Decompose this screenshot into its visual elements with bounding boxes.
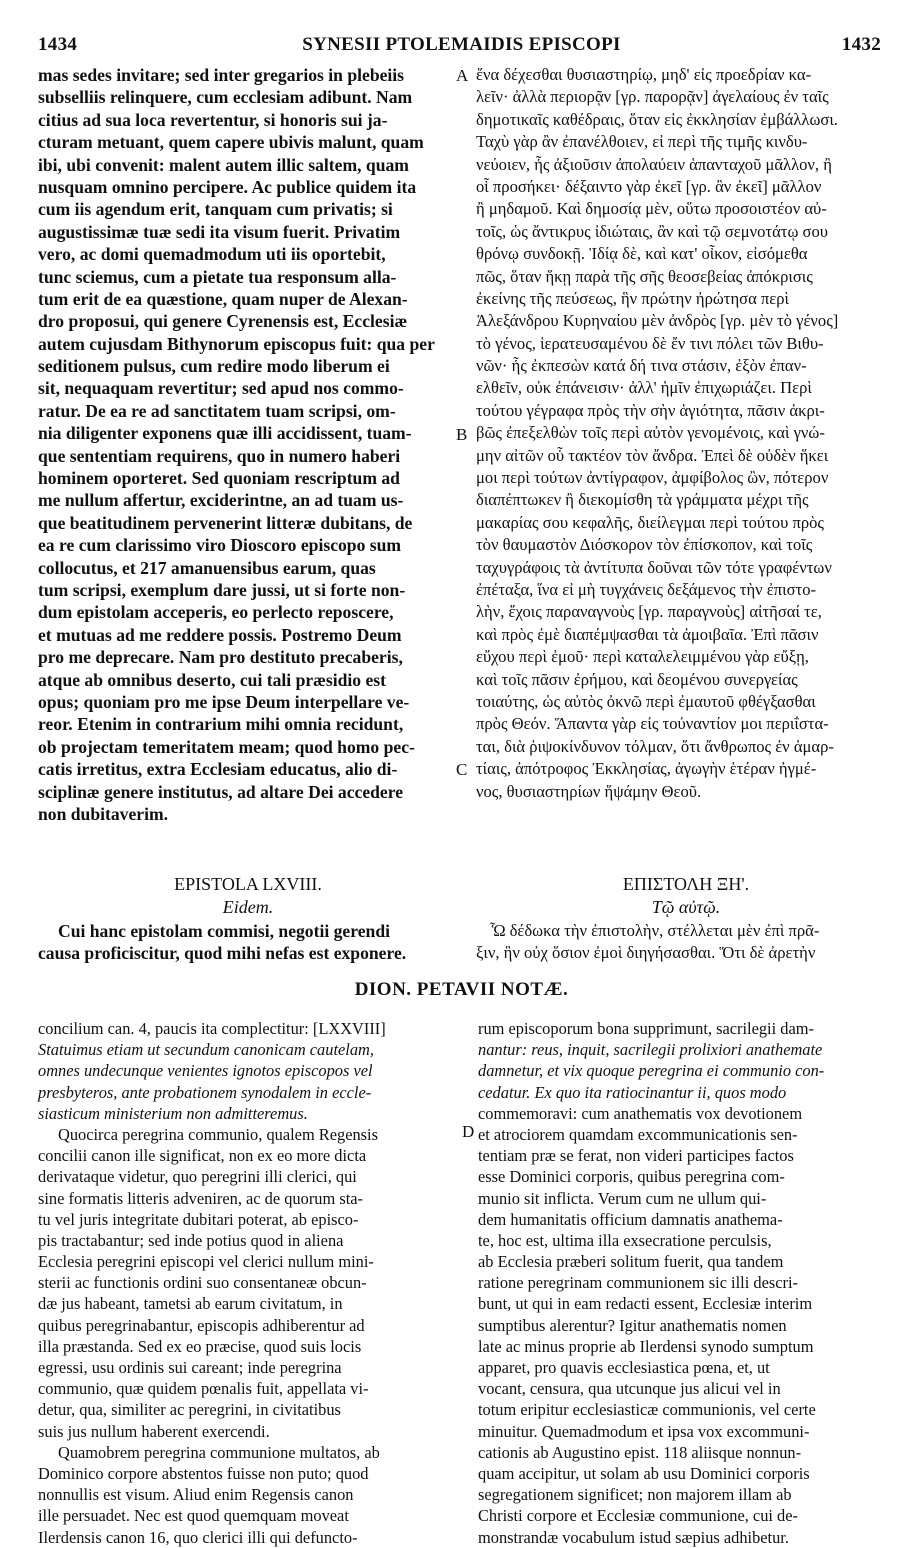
epistola-greek-line: Ὧ δέδωκα τὴν ἐπιστολὴν, στέλλεται μὲν ἐπὶ πρᾶ- [490, 921, 820, 940]
text-line: late ac minus proprie ab Ilerdensi synodo sumptum [478, 1336, 814, 1356]
margin-letter-a: A [456, 66, 469, 85]
running-title: SYNESII PTOLEMAIDIS EPISCOPI [302, 34, 621, 55]
text-line: μην αἰτῶν οὗ τακτέον τὸν ἄνδρα. Ἐπεὶ δὲ οὐδὲν ἥκει [476, 445, 829, 465]
text-line: cedatur. Ex quo ita ratiocinantur ii, quos modo [478, 1082, 787, 1102]
text-line: cum iis agendum erit, tanquam cum privatis; si [38, 199, 393, 220]
text-line: ἢ μηδαμοῦ. Καὶ δημοσίᾳ μὲν, οὕτω προσοιστέον αὐ- [476, 199, 827, 219]
text-line: ταχυγράφοις τὰ ἀντίτυπα δοῦναι τῶν τότε γραφέντων [476, 557, 832, 577]
epistola-latin-body [38, 920, 407, 965]
epistola-greek-addressee: Τῷ αὐτῷ. [651, 897, 721, 917]
text-line: monstrandæ vocabulum istud sæpius adhibetur. [478, 1527, 789, 1547]
text-line: Ecclesia peregrini episcopi vel clerici nullum mini- [38, 1252, 374, 1272]
text-line: concilium can. 4, paucis ita complectitur: [LXXVIII] [38, 1019, 386, 1038]
text-line: pro me deprecare. Nam pro destituto precaberis, [38, 647, 403, 668]
text-line: Statuimus etiam ut secundum canonicam cautelam, [38, 1040, 374, 1060]
text-line: nonnullis est visum. Aliud enim Regensis canon [38, 1485, 354, 1505]
text-line: dum epistolam acceperis, eo perlecto reposcere, [38, 602, 394, 623]
text-line: presbyteros, ante probationem synodalem in eccle- [38, 1082, 372, 1102]
text-line: νεύοιεν, ἧς ἀξιοῦσιν ἀπολαύειν ἁπανταχοῦ μᾶλλον, ἢ [476, 154, 832, 174]
text-line: εὔχου περὶ ἐμοῦ· περὶ καταλελειμμένου γὰρ εὔξῃ, [476, 647, 809, 667]
text-line: segregationem significet; non majorem illam ab [478, 1485, 792, 1505]
text-line: δημοτικαῖς καθέδραις, ὅταν εἰς ἐκκλησίαν ἐμβάλλωσι. [476, 109, 838, 129]
text-line: suis jus nullum haberent exercendi. [38, 1421, 270, 1441]
text-line: collocutus, et 217 amanuensibus earum, quas [38, 557, 376, 578]
epistola-greek-title: ΕΠΙΣΤΟΛΗ ΞΗ'. [622, 874, 750, 894]
margin-letter-b: B [456, 425, 468, 444]
notes-right-column [478, 1018, 824, 1548]
text-line: sine formatis litteris adveniren, ac de quorum sta- [38, 1188, 363, 1208]
text-line: ἐπέταξα, ἵνα εἰ μὴ τυγχάνεις δεξάμενος τὴν ἐπιστο- [476, 579, 817, 599]
text-line: nantur: reus, inquit, sacrilegii prolixiori anathemate [478, 1040, 823, 1060]
text-line: apparet, pro quavis ecclesiastica pœna, et, ut [478, 1358, 770, 1377]
text-line: Ilerdensis canon 16, quo clerici illi qui defuncto- [38, 1527, 358, 1547]
text-line: tentiam præ se ferat, non videri participes factos [478, 1146, 794, 1166]
epistola-latin-line: causa proficiscitur, quod mihi nefas est exponere. [38, 943, 407, 964]
text-line: ελθεῖν, οὐκ ἐπάνεισιν· ἀλλ' ἡμῖν ἐπιχωριάζει. Περὶ [476, 378, 812, 398]
text-line: τούτου γέγραφα πρὸς τὴν σὴν ἁγιότητα, πᾶσιν ἀκρι- [476, 400, 825, 420]
text-line: subselliis relinquere, cum ecclesiam adibunt. Nam [38, 87, 413, 108]
text-line: βῶς ἐπεξελθὼν τοῖς περὶ αὐτὸν γενομένοις, καὶ γνώ- [476, 423, 825, 443]
text-line: catis irretitus, extra Ecclesiam educatus, alio di- [38, 759, 398, 780]
text-line: θρόνῳ συνδοκῇ. Ἰδίᾳ δὲ, καὶ κατ' οἶκον, εἰσόμεθα [476, 244, 808, 264]
text-line: quibus peregrinabantur, episcopis adhiberentur ad [38, 1315, 365, 1335]
text-line: minuitur. Quemadmodum et ipsa vox excommuni- [478, 1421, 810, 1441]
text-line: concilii canon ille significat, non ex eo more dicta [38, 1146, 367, 1166]
text-line: λεῖν· ἀλλὰ περιορᾷν [γρ. παρορᾷν] ἀγελαίους ἐν ταῖς [476, 87, 829, 107]
text-line: mas sedes invitare; sed inter gregarios in plebeiis [38, 65, 405, 85]
text-line: me nullum affertur, exciderintne, an ad tuam us- [38, 490, 404, 511]
epistola-latin-addressee: Eidem. [222, 897, 274, 917]
text-line: ratione peregrinam communionem sic illi descri- [478, 1273, 798, 1293]
notes-title: DION. PETAVII NOTÆ. [354, 979, 569, 1000]
text-line: νῶν· ἧς ἐκπεσὼν κατά δή τινα στάσιν, ἐξὸν ἐπαν- [476, 356, 807, 376]
text-line: cturam metuant, quem capere ubivis malunt, quam [38, 132, 424, 153]
text-line: et mutuas ad me reddere possis. Postremo Deum [38, 624, 402, 645]
text-line: seditionem pulsus, cum redire modo liberum ei [38, 356, 390, 377]
text-line: τὸν θαυμαστὸν Διόσκορον τὸν ἐπίσκοπον, καὶ τοῖς [476, 535, 813, 555]
text-line: te, hoc est, ultima illa exsecratione perculsis, [478, 1230, 772, 1250]
text-line: nusquam omnino percipere. Ac publice quidem ita [38, 176, 417, 197]
text-line: detur, qua, similiter ac peregrini, in civitatibus [38, 1400, 341, 1420]
page-number-left: 1434 [38, 34, 78, 55]
text-line: ἕνα δέχεσθαι θυσιαστηρίῳ, μηδ' εἰς προεδρίαν κα- [476, 65, 812, 84]
text-line: non dubitaverim. [38, 803, 169, 824]
epistola-latin-line: Cui hanc epistolam commisi, negotii gerendi [58, 921, 390, 941]
text-line: Quamobrem peregrina communione multatos, ab [58, 1442, 380, 1462]
text-line: communio, quæ quidem pœnalis fuit, appellata vi- [38, 1379, 369, 1399]
text-line: hominem oporteret. Sed quoniam rescriptum ad [38, 468, 400, 489]
text-line: nia diligenter exponens quæ illi accidissent, tuam- [38, 423, 412, 444]
text-line: vocant, censura, qua utcunque jus alicui vel in [478, 1379, 781, 1399]
text-line: sumptibus alerentur? Igitur anathematis nomen [478, 1315, 787, 1335]
text-line: tu vel juris integritate dubitari poterat, ab episco- [38, 1209, 359, 1229]
text-line: τίαις, ἀπότροφος Ἐκκλησίας, ἀγωγὴν ἑτέραν ἠγμέ- [476, 759, 817, 779]
epistola-greek-line: ξιν, ἣν οὐχ ὅσιον ἐμοὶ διηγήσασθαι. Ὅτι δὲ ἀρετὴν [476, 943, 816, 963]
text-line: damnetur, et vix quoque peregrina ei communio con- [478, 1061, 825, 1081]
text-line: sciplinæ genere institutus, ad altare Dei accedere [38, 781, 404, 802]
text-line: πρὸς Θεόν. Ἅπαντα γὰρ εἰς τοὐναντίον μοι περιΐστα- [476, 714, 829, 734]
text-line: Quocirca peregrina communio, qualem Regensis [58, 1124, 378, 1144]
notes-left-column [38, 1018, 386, 1548]
text-line: νος, θυσιαστηρίων ἥψάμην Θεοῦ. [476, 781, 702, 801]
text-line: siasticum ministerium non admitteremus. [38, 1103, 308, 1123]
text-line: καὶ τοῖς πᾶσιν ἐρήμου, καὶ δεομένου συνεργείας [476, 669, 798, 689]
text-line: sterii ac functionis ordini suo consentaneæ obcun- [38, 1273, 367, 1293]
text-line: τοιαύτης, ὡς αὐτὸς ὀκνῶ περὶ ἐμαυτοῦ φθέγξασθαι [476, 691, 816, 711]
text-line: tum scripsi, exemplum dare jussi, ut si forte non- [38, 579, 406, 600]
text-line: ab Ecclesia præberi solitum fuerit, qua tandem [478, 1252, 784, 1272]
text-line: esse Dominici corporis, quibus peregrina com- [478, 1167, 785, 1187]
text-line: opus; quoniam pro me ipse Deum interpellare ve- [38, 691, 410, 712]
text-line: reor. Etenim in contrarium mihi omnia recidunt, [38, 714, 404, 735]
text-line: autem cujusdam Bithynorum episcopus fuit: qua per [38, 333, 435, 354]
text-line: quam accipitur, ut solam ab usu Dominici corporis [478, 1463, 810, 1483]
text-line: καὶ πρὸς ἐμὲ διαπέμψασθαι τὰ ἀμοιβαῖα. Ἐπὶ πᾶσιν [476, 624, 819, 644]
text-line: sit, nequaquam revertitur; sed apud nos commo- [38, 378, 404, 399]
text-line: Dominico corpore abstentos fuisse non puto; quod [38, 1463, 369, 1483]
text-line: omnes undecunque venientes ignotos episcopos vel [38, 1061, 373, 1081]
text-line: munio sit inflicta. Verum cum ne ullum qui- [478, 1188, 767, 1208]
text-line: ratur. De ea re ad sanctitatem tuam scripsi, om- [38, 400, 396, 421]
text-line: ob projectam temeritatem meam; quod homo pec- [38, 736, 415, 757]
text-line: egressi, usu ordinis sui careant; inde peregrina [38, 1358, 342, 1377]
text-line: τοῖς, ὡς ἄντικρυς ἰδιώταις, ἂν καὶ τῷ σεμνοτάτῳ σου [476, 221, 828, 241]
epistola-latin-title: EPISTOLA LXVIII. [174, 874, 322, 894]
text-line: atque ab omnibus deserto, cui tali præsidio est [38, 669, 386, 690]
epistola-greek-body [476, 920, 820, 965]
text-line: ea re cum clarissimo viro Dioscoro episcopo sum [38, 535, 402, 556]
text-line: ἐκείνης τῆς πεύσεως, ἣν πρώτην ἠρώτησα περὶ [476, 288, 790, 308]
text-line: tum erit de ea quæstione, quam nuper de Alexan- [38, 288, 408, 309]
text-line: totum eripitur ecclesiasticæ communionis, vel certe [478, 1400, 816, 1420]
text-line: citius ad sua loca revertentur, si honoris sui ja- [38, 109, 388, 130]
text-line: dro proposui, qui genere Cyrenensis est, Ecclesiæ [38, 311, 408, 332]
text-line: dem humanitatis officium damnatis anathema- [478, 1209, 783, 1229]
margin-letter-c: C [456, 760, 468, 779]
text-line: dæ jus habeant, tametsi ab earum civitatum, in [38, 1294, 343, 1314]
text-line: tunc sciemus, cum a pietate tua responsum alla- [38, 266, 397, 287]
greek-text-column [476, 64, 838, 803]
text-line: derivataque videtur, quo peregrini illi clerici, qui [38, 1167, 357, 1187]
text-line: commemoravi: cum anathematis vox devotionem [478, 1103, 803, 1123]
margin-letter-d: D [462, 1122, 475, 1141]
text-line: οἷ προσήκει· δέξαιντο γὰρ ἐκεῖ [γρ. ἂν ἐκεῖ] μᾶλλον [476, 176, 822, 196]
text-line: λὴν, ἔχοις παραναγνοὺς [γρ. παραγνοὺς] αἰτῆσαί τε, [476, 602, 822, 622]
text-line: et atrociorem quamdam excommunicationis sen- [478, 1124, 798, 1144]
text-line: τὸ γένος, ἱερατευσαμένου δὲ ἔν τινι πόλει τῶν Βιθυ- [476, 333, 824, 353]
text-line: μακαρίας σου κεφαλῆς, διείλεγμαι περὶ τούτου πρὸς [476, 512, 824, 532]
text-line: pis tractabantur; sed inde potius quod in aliena [38, 1230, 344, 1250]
text-line: que beatitudinem pervenerint litteræ dubitans, de [38, 512, 413, 533]
page-number-right: 1432 [841, 34, 881, 55]
text-line: διαπέπτωκεν ἢ διεκομίσθη τὰ γράμματα μέχρι τῆς [476, 490, 809, 510]
text-line: ται, διὰ ῥιψοκίνδυνον τόλμαν, ὅτι ἄνθρωπος ἐν ἁμαρ- [476, 736, 834, 756]
text-line: vero, ac domi quemadmodum uti iis oportebit, [38, 244, 386, 265]
text-line: rum episcoporum bona supprimunt, sacrilegii dam- [478, 1019, 814, 1038]
text-line: cationis ab Augustino epist. 118 aliisque nonnun- [478, 1442, 802, 1462]
latin-text-column [38, 64, 435, 825]
text-line: ille persuadet. Nec est quod quemquam moveat [38, 1506, 349, 1526]
text-line: illa præstanda. Sed ex eo præcise, quod suis locis [38, 1336, 362, 1356]
text-line: μοι περὶ τούτων ἀντίγραφον, ἀμφίβολος ὢν, πότερον [476, 468, 829, 488]
text-line: ibi, ubi convenit: malent autem illic saltem, quam [38, 154, 409, 175]
text-line: Ἀλεξάνδρου Κυρηναίου μὲν ἀνδρὸς [γρ. μὲν τὸ γένος] [476, 311, 839, 331]
text-line: bunt, ut qui in eam redacti essent, Ecclesiæ interim [478, 1294, 813, 1314]
text-line: Ταχὺ γὰρ ἂν ἐπανέλθοιεν, εἰ περὶ τῆς τιμῆς κινδυ- [476, 132, 808, 152]
text-line: πῶς, ὅταν ἥκῃ παρὰ τῆς σῆς θεοσεβείας ἀπόκρισις [476, 266, 813, 286]
text-line: Christi corpore et Ecclesiæ communione, cui de- [478, 1506, 798, 1526]
text-line: que sententiam requirens, quo in numero haberi [38, 445, 401, 466]
text-line: augustissimæ tuæ sedi ita visum fuerit. Privatim [38, 221, 401, 242]
